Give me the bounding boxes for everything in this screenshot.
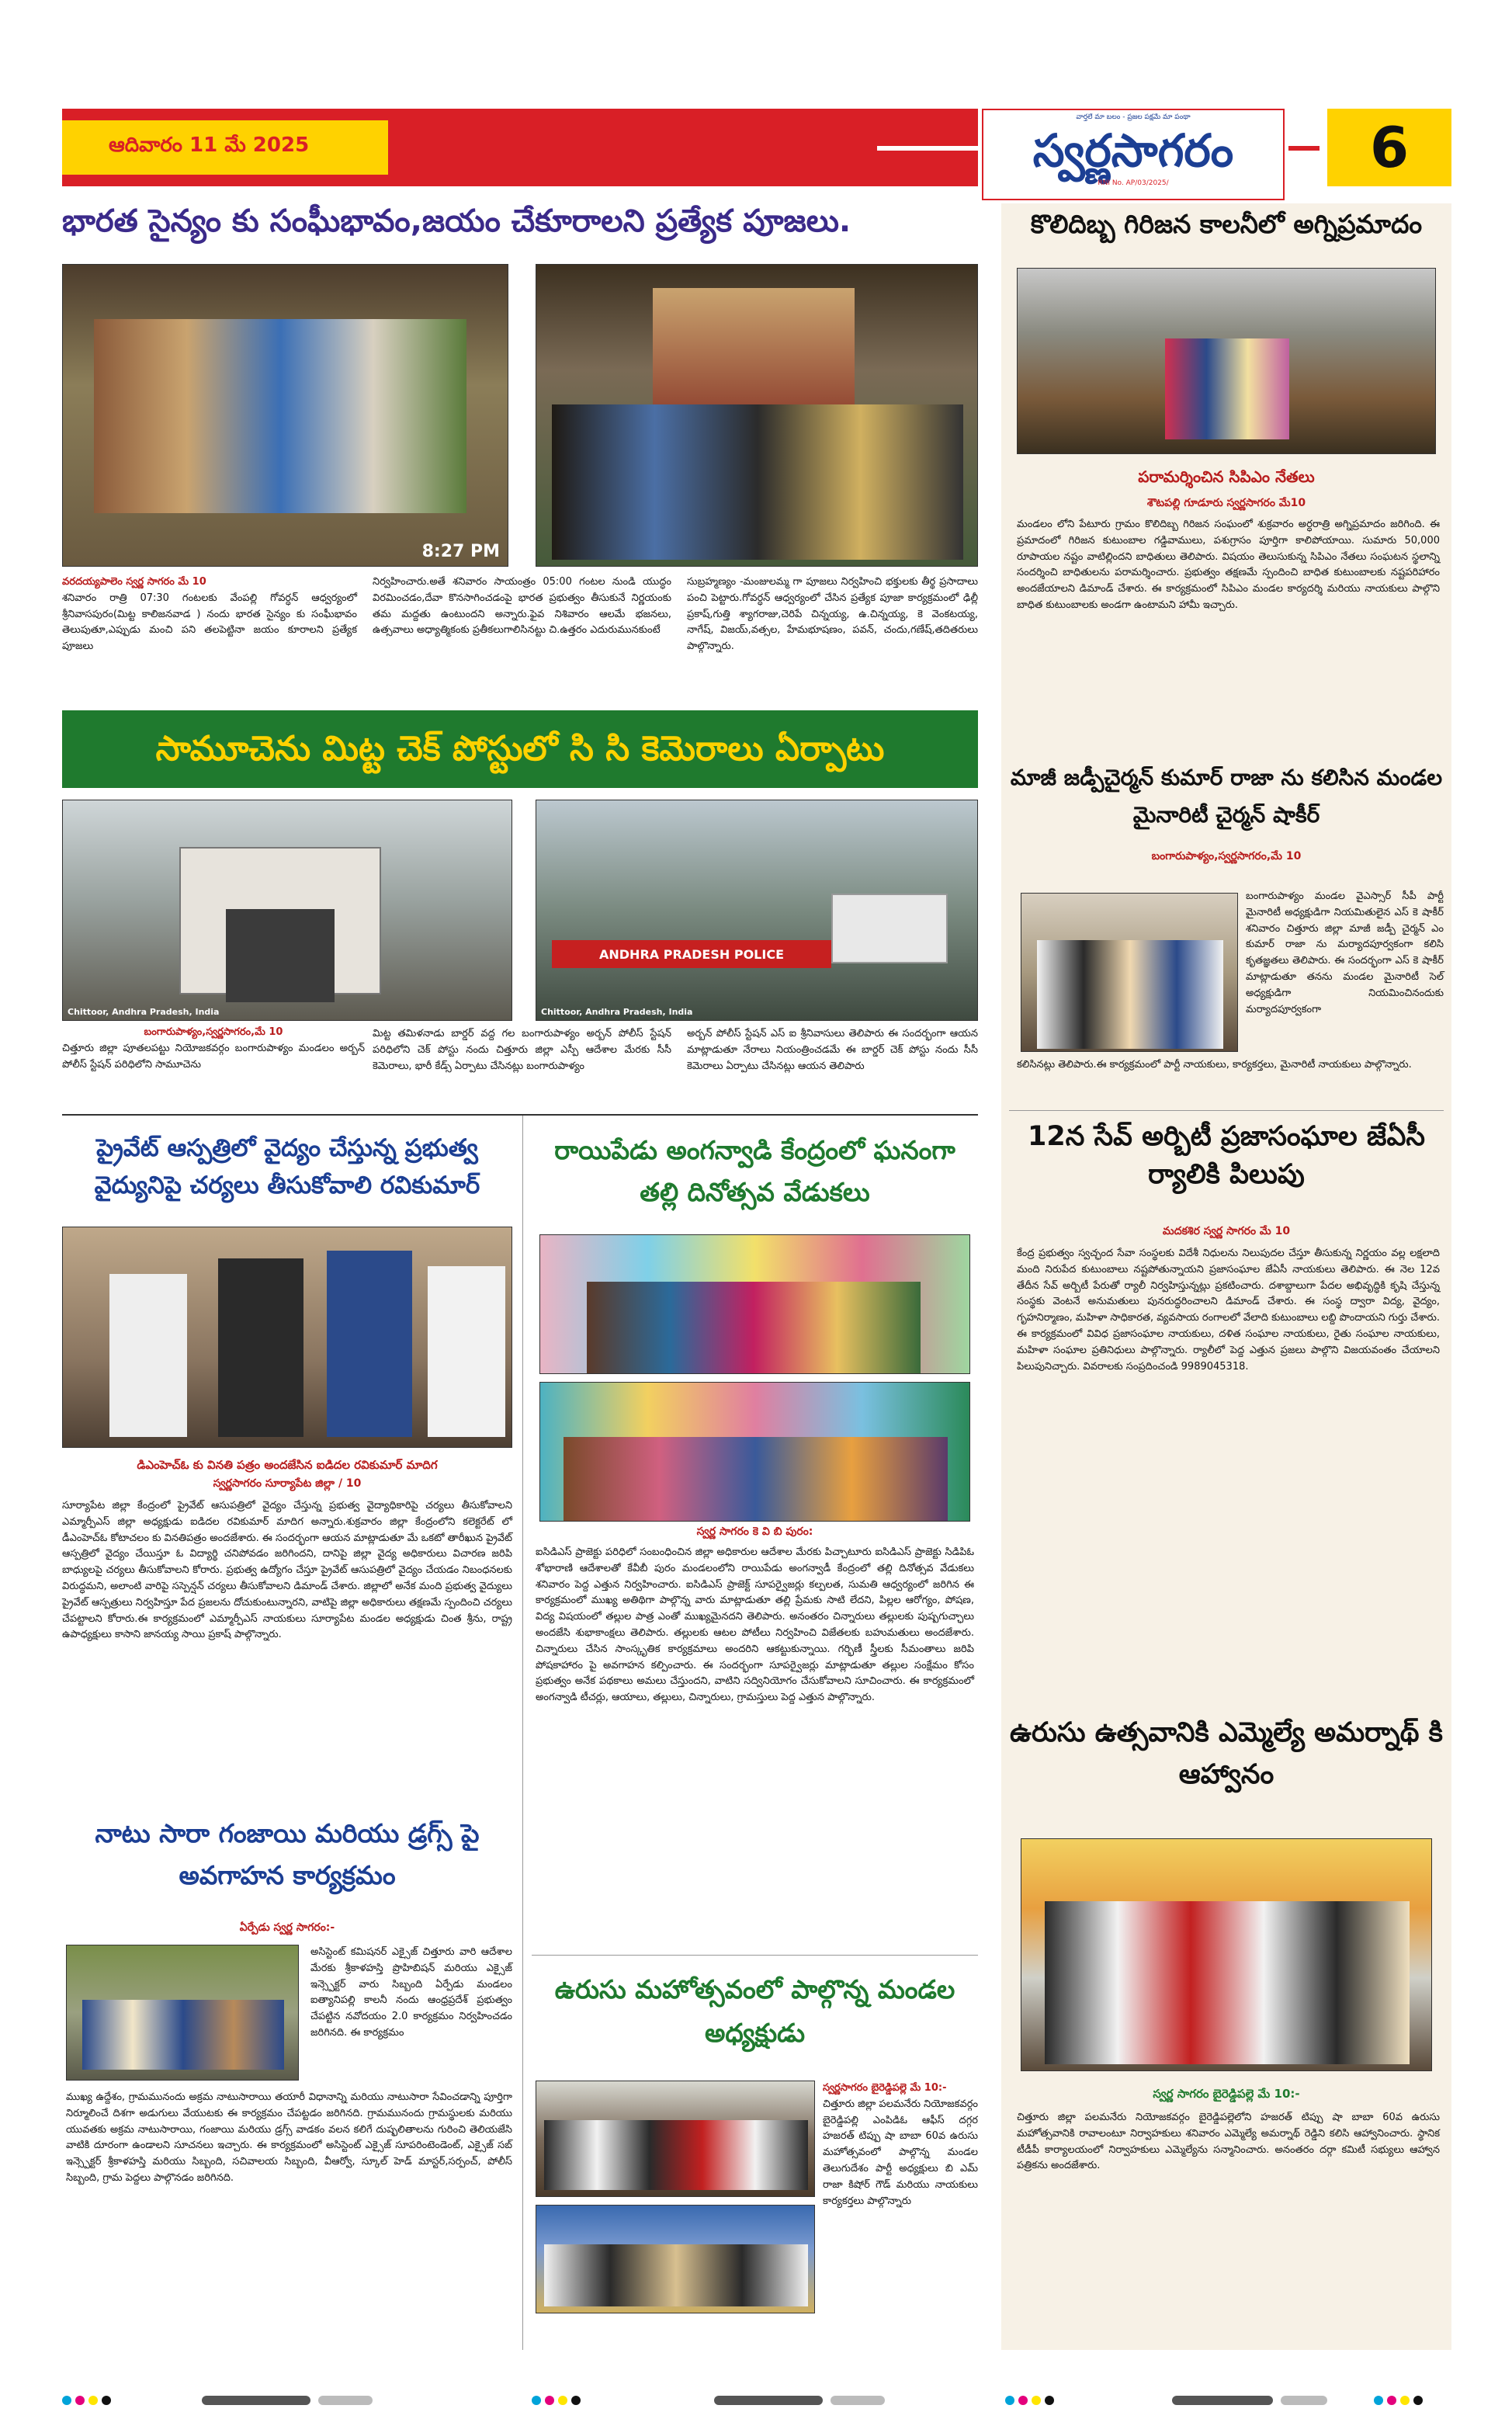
photo-gps-stamp: Chittoor, Andhra Pradesh, India [541,1007,693,1017]
story1-photo-1 [62,264,508,567]
story6-photo-2 [536,2205,815,2313]
story6-body: చిత్తూరు జిల్లా పలమనేరు నియోజకవర్గం బైరెడ్డిపల్లి ఎంపిడిఓ ఆఫీస్ దగ్గర హజరత్ టిప్పు షా బాబా 60వ ఉరుసు మహోత్సవంలో పాల్గొన్న మండల తెలుగుదేశం పార్టీ అధ్యక్షులు బి ఎమ్ రాజా కిషోర్ గౌడ్ మరియు నాయకులు కార్యకర్తలు పాల్గొన్నారు [823,2098,978,2207]
story1-headline: భారత సైన్యం కు సంఘీభావం,జయం చేకూరాలని ప్రత్యేక పూజలు. [62,203,851,239]
story8-dateline: బంగారుపాళ్యం,స్వర్ణసాగరం,మే 10 [1151,850,1302,862]
story1-col3: సుబ్రహ్మణ్యం -మంజులమ్మ గా పూజలు నిర్వహించి భక్తులకు తీర్థ ప్రసాదాలు పంచి పెట్టారు.గోవర్ధన్ ఆధ్వర్యంలో చేసిన ప్రత్యేక పూజా కార్యక్రమంలో ఢిల్లీ ప్రకాష్,గుత్తి శ్యాగరాజు,చెరిపే చిన్నయ్య, ఉ.చిన్నయ్య, కె వెంకటయ్య, నాగేష్, విజయ్,వత్సల, హేమభూషణం, పవన్, చందు,గణేష్,తదితరులు పాల్గొన్నారు. [687,576,978,653]
story2-headline-band [62,710,978,788]
story7-caption: పరామర్శించిన సిపిఎం నేతలు [1138,467,1315,486]
story6-photo-1 [536,2081,815,2197]
print-registration-marks [0,2391,1512,2414]
story6-dateline: స్వర్ణసాగరం బైరెడ్డిపల్లె మే 10:- [823,2082,947,2094]
story8-photo [1021,893,1238,1052]
story3-photo [62,1227,512,1448]
registration-number: RNI No. AP/03/2025/ [1098,179,1169,187]
issue-date: ఆదివారం 11 మే 2025 [109,134,310,157]
story1-col2: నిర్వహించారు.అతే శనివారం సాయంత్రం 05:00 గంటల నుండి యుద్ధం విరమించడం,దేవా కొనసాగించడంపై భారత ప్రభుత్వం తీసుకునే నిర్ణయంకు తమ మద్దతు ఉంటుందని అన్నారు.ఫైవ నిశివారం ఆలమే భజనలు, ఉత్సవాలు అధ్యాత్మికంకు ప్రతీకలుగాలిసినట్టు చి.ఉత్తరం ఎదురుమునకుంటే [373,576,671,637]
story10-headline: ఉరుసు ఉత్సవానికి ఎమ్మెల్యే అమర్నాథ్ కి ఆహ్వానం [1010,1717,1443,1791]
paper-logo [982,109,1285,200]
story2-photo-2 [536,800,978,1021]
story4-photo [66,1945,299,2081]
story5-dateline: స్వర్ణ సాగరం కె వి బి పురం: [696,1525,813,1538]
story4-col1: అసిస్టెంట్ కమిషనర్ ఎక్సైజ్ చిత్తూరు వారి ఆదేశాల మేరకు శ్రీకాళహస్తి ప్రొహిబిషన్ మరియు ఎక్సైజ్ ఇన్స్పెక్టర్ వారు సిబ్బంది ఏర్పేడు మండలం ఐత్యానిపల్లి కాలనీ నందు ఆంధ్రప్రదేశ్ ప్రభుత్వం చేపట్టిన నవోదయం 2.0 కార్యక్రమం నిర్వహించడం జరిగినది. ఈ కార్యక్రమం [310,1946,512,2039]
story8-headline: మాజీ జడ్పీచైర్మన్ కుమార్ రాజా ను కలిసిన మండల మైనారిటీ చైర్మన్ షాకీర్ [1010,765,1443,828]
story4-headline: నాటు సారా గంజాయి మరియు డ్రగ్స్ పై అవగాహన కార్యక్రమం [95,1818,480,1891]
masthead [0,0,1512,202]
story4-body: ముఖ్య ఉద్దేశం, గ్రామమునందు అక్రమ నాటుసారాయి తయారీ విధానాన్ని మరియు నాటుసారా సేవించడాన్ని పూర్తిగా నిర్మూలించే దిశగా అడుగులు వేయుటకు ఈ కార్యక్రమం చేపట్టడం జరిగినది. గ్రామమునందు గ్రామస్థులకు మరియు యువతకు అక్రమ నాటుసారాయి, గంజాయి మరియు డ్రగ్స్ వాడకం వలన కలిగే దుష్ఫలితాలను గురించి తెలియజేసి వాటికి దూరంగా ఉండాలని సూచనలు ఇచ్చారు. ఈ కార్యక్రమంలో అసిస్టెంట్ ఎక్సైజ్ సూపరింటెండెంట్, ఎక్సైజ్ సబ్ ఇన్స్పెక్టర్ శ్రీకాళహస్తి మరియు సిబ్బంది, సచివాలయ సిబ్బంది, వీఆర్వో, స్కూల్ హెడ్ మాస్టర్,సర్పంచ్, పోలీస్ సిబ్బంది, గ్రామ పెద్దలు పాల్గొనడం జరిగినది. [66,2091,512,2184]
paper-name: స్వర్ణసాగరం [1032,124,1234,177]
story6-headline: ఉరుసు మహోత్సవంలో పాల్గొన్న మండల అధ్యక్షుడు [554,1974,955,2049]
photo-timestamp: 8:27 PM [421,542,500,561]
story3-headline: ప్రైవేట్ ఆస్పత్రిలో వైద్యం చేస్తున్న ప్రభుత్వ వైద్యునిపై చర్యలు తీసుకోవాలి రవికుమార్ [94,1134,480,1200]
story2-col3: అర్బన్ పోలీస్ స్టేషన్ ఎస్ ఐ శ్రీనివాసులు తెలిపారు ఈ సందర్భంగా ఆయన మాట్లాడుతూ నేరాలు నియంత్రించడమే ఈ బార్డర్ చెక్ పోస్టు నందు సీసీ కెమెరాలు ఏర్పాటు చేసినట్లు ఆయన తెలిపారు [687,1028,978,1072]
story1-photo-2 [536,264,978,567]
story2-col2: మిట్ట తమిళనాడు బార్డర్ వద్ద గల బంగారుపాళ్యం అర్బన్ పోలీస్ స్టేషన్ పరిధిలోని చెక్ పోస్టు నందు చిత్తూరు జిల్లా ఎస్పీ ఆదేశాల మేరకు సీసీ కెమెరాలు, భారీ కేడ్స్ ఏర్పాటు చేసినట్లు బంగారుపాళ్యం [373,1028,671,1072]
story1-col1: శనివారం రాత్రి 07:30 గంటలకు వేంపల్లి గోవర్ధన్ ఆధ్వర్యంలో శ్రీనివాసపురం(మిట్ట కాలిజనవాడ ) నందు భారత సైన్యం కు సంఘీభావం తెలుపుతూ,ఎప్పుడు మంచి పని తలపెట్టినా జయం కూరాలని ప్రత్యేక పూజలు [62,592,357,653]
story5-body: ఐసిడిఎస్ ప్రాజెక్టు పరిధిలో సంబంధించిన జిల్లా అధికారుల ఆదేశాల మేరకు పిచ్చాటూరు ఐసిడిఎస్ ప్రాజెక్టు సిడిపిఓ శోభారాణి ఆదేశాలతో కేవీబీ పురం మండలంలోని రాయిపేడు అంగన్వాడీ కేంద్రంలో తల్లి దినోత్సవ వేడుకలు శనివారం పెద్ద ఎత్తున నిర్వహించారు. ఐసిడిఎస్ ప్రాజెక్ట్ సూపర్వైజర్లు కల్పలత, సుమతి ఆధ్వర్యంలో జరిగిన ఈ కార్యక్రమంలో ముఖ్య అతిథిగా పాల్గొన్న వారు మాట్లాడుతూ తల్లి ప్రేమకు సాటి లేదని, పిల్లల ఆరోగ్యం, పోషణ, విద్య విషయంలో తల్లుల పాత్ర ఎంతో ముఖ్యమైనదని తెలిపారు. అనంతరం చిన్నారులు తల్లులకు పుష్పగుచ్ఛాలు అందజేసి శుభాకాంక్షలు తెలిపారు. తల్లులకు ఆటల పోటీలు నిర్వహించి విజేతలకు బహుమతులు అందజేశారు. చిన్నారులు చేసిన సాంస్కృతిక కార్యక్రమాలు అందరిని ఆకట్టుకున్నాయి. గర్భిణీ స్త్రీలకు సీమంతాలు జరిపి పోషకాహారం పై అవగాహన కల్పించారు. ఈ సందర్భంగా సూపర్వైజర్లు మాట్లాడుతూ తల్లుల సంక్షేమం కోసం ప్రభుత్వం అనేక పథకాలు అమలు చేస్తుందని, వాటిని సద్వినియోగం చేసుకోవాలని సూచించారు. ఈ కార్యక్రమంలో అంగన్వాడి టీచర్లు, ఆయాలు, తల్లులు, చిన్నారులు, గ్రామస్తులు పెద్ద ఎత్తున పాల్గొన్నారు. [536,1546,974,1704]
story9-headline: 12న సేవ్ అర్బిటీ ప్రజాసంఘాల జేఏసీ ర్యాలికి పిలుపు [1028,1121,1425,1190]
story5-headline: రాయిపేడు అంగన్వాడి కేంద్రంలో ఘనంగా తల్లి దినోత్సవ వేడుకలు [554,1135,955,1208]
story1-dateline: వరదయ్యపాలెం స్వర్ణ సాగరం మే 10 [62,576,206,588]
story2-headline: సామూచెను మిట్ట చెక్ పోస్టులో సి సి కెమెరాలు ఏర్పాటు [155,728,885,769]
story7-headline: కొలిదిబ్బ గిరిజన కాలనీలో అగ్నిప్రమాదం [1030,209,1423,239]
story8-body: కలిసినట్లు తెలిపారు.ఈ కార్యక్రమంలో పార్టీ నాయకులు, కార్యకర్తలు, మైనారిటీ నాయకులు పాల్గొన్నారు. [1017,1059,1412,1071]
story9-body: కేంద్ర ప్రభుత్వం స్వచ్ఛంద సేవా సంస్థలకు విదేశీ నిధులను నిలుపుదల చేస్తూ తీసుకున్న నిర్ణయం వల్ల లక్షలాది మంది నిరుపేద కుటుంబాలు నష్టపోతున్నాయని ప్రజాసంఘాల జేఏసీ నాయకులు తెలిపారు. ఈ నెల 12వ తేదీన సేవ్ అర్బిటీ పేరుతో ర్యాలీ నిర్వహిస్తున్నట్లు ప్రకటించారు. దశాబ్దాలుగా పేదల అభివృద్ధికి కృషి చేస్తున్న సంస్థకు వెంటనే అనుమతులు పునరుద్ధరించాలని డిమాండ్ చేశారు. ఈ సంస్థ ద్వారా విద్య, వైద్యం, గృహనిర్మాణం, మహిళా సాధికారత, వ్యవసాయ రంగాలలో వేలాది కుటుంబాలు లబ్ది పొందాయని గుర్తు చేశారు. ఈ కార్యక్రమంలో వివిధ ప్రజాసంఘాల నాయకులు, దళిత సంఘాల నాయకులు, రైతు సంఘాల నాయకులు, మహిళా సంఘాల ప్రతినిధులు పాల్గొన్నారు. ర్యాలీలో పెద్ద ఎత్తున ప్రజలు పాల్గొని విజయవంతం చేయాలని పిలుపునిచ్చారు. వివరాలకు సంప్రదించండి 9989045318. [1017,1248,1440,1373]
story7-photo [1017,268,1436,454]
story4-dateline: ఏర్పేడు స్వర్ణ సాగరం:- [239,1921,335,1934]
paper-tagline: వార్తలే మా బలం - ప్రజల పక్షమే మా పంథా [1076,113,1191,121]
photo-gps-stamp: Chittoor, Andhra Pradesh, India [68,1007,220,1017]
story5-photo-1 [539,1234,970,1374]
story8-col1: బంగారుపాళ్యం మండల వైఎస్సార్ సీపీ పార్టీ మైనారిటీ అధ్యక్షుడిగా నియమితులైన ఎస్ కె షాకీర్ శనివారం చిత్తూరు జిల్లా మాజీ జడ్పీ చైర్మన్ ఎం కుమార్ రాజా ను మర్యాదపూర్వకంగా కలిసి కృతజ్ఞతలు తెలిపారు. ఈ సందర్భంగా ఎస్ కె షాకీర్ మాట్లాడుతూ తనను మండల మైనారిటీ సెల్ అధ్యక్షుడిగా నియమించినందుకు మర్యాదపూర్వకంగా [1246,890,1444,1015]
story2-dateline: బంగారుపాళ్యం,స్వర్ణసాగరం,మే 10 [144,1026,283,1038]
story5-photo-2 [539,1382,970,1522]
page-number-box [1327,109,1451,186]
page-number: 6 [1369,115,1410,180]
story3-body: సూర్యాపేట జిల్లా కేంద్రంలో ప్రైవేట్ ఆసుపత్రిలో వైద్యం చేస్తున్న ప్రభుత్వ వైద్యాధికారిపై చర్యలు తీసుకోవాలని ఎమ్మార్పీఎస్ జిల్లా అధ్యక్షుడు ఐడిదల రవికుమార్ మాదిగ అన్నారు.శుక్రవారం జిల్లా కేంద్రంలోని కలెక్టరేట్ లో డీఎంహెచ్ఓ కోటాచలం కు వినతిపత్రం అందజేశారు. ఈ సందర్భంగా ఆయన మాట్లాడుతూ మే ఒకటో తారీఖున ప్రైవేట్ ఆస్పత్రిలో వైద్యం చేయిస్తూ ఓ విద్యార్థి చనిపోవడం జరిగిందని, దానిపై జిల్లా వైద్య అధికారులు విచారణ జరిపి బాధ్యులపై చర్యలు తీసుకోవాలని కోరారు. ప్రభుత్వ ఉద్యోగం చేస్తూ ప్రైవేట్ ఆసుపత్రిలో వైద్యం చేయడం నిబంధనలకు విరుద్ధమని, అలాంటి వారిపై సస్పెన్షన్ చర్యలు తీసుకోవాలని డిమాండ్ చేశారు. జిల్లాలో అనేక మంది ప్రభుత్వ వైద్యులు ప్రైవేట్ ఆస్పత్రులు నిర్వహిస్తూ పేద ప్రజలను దోచుకుంటున్నారని, వాటిపై జిల్లా అధికారులు తక్షణమే స్పందించి చర్యలు చేపట్టాలని కోరారు.ఈ కార్యక్రమంలో ఎమ్మార్పీఎస్ నాయకులు సూర్యాపేట మండల అధ్యక్షుడు చింత శ్రీను, రాష్ట్ర ఉపాధ్యక్షులు కాసాని జానయ్య సాయి ప్రకాష్ పాల్గొన్నారు. [62,1500,512,1641]
story9-dateline: మదకశిర స్వర్ణ సాగరం మే 10 [1162,1225,1291,1237]
story10-body: చిత్తూరు జిల్లా పలమనేరు నియోజకవర్గం బైరెడ్డిపల్లెలోని హజరత్ టిప్పు షా బాబా 60వ ఉరుసు మహోత్సవానికి రావాలంటూ నిర్వాహకులు శనివారం ఎమ్మెల్యే అమర్నాథ్ రెడ్డిని కలిసి ఆహ్వానించారు. స్థానిక టీడీపీ కార్యాలయంలో నిర్వాహకులు ఎమ్మెల్యేను సన్మానించారు. అనంతరం దర్గా కమిటీ సభ్యులు ఆహ్వాన పత్రికను అందజేశారు. [1017,2112,1440,2172]
story2-col1: చిత్తూరు జిల్లా పూతలపట్టు నియోజకవర్గం బంగారుపాళ్యం మండలం అర్బన్ పోలీస్ స్టేషన్ పరిధిలోని సామూచెను [62,1042,365,1071]
story3-caption: డిఎంహెచ్ఓ కు వినతి పత్రం అందజేసిన ఐడిదల రవికుమార్ మాదిగ [137,1458,438,1472]
date-box [62,120,388,175]
story7-body: మండలం లోని పేటూరు గ్రామం కొలిదిబ్బ గిరిజన సంఘంలో శుక్రవారం అర్ధరాత్రి అగ్నిప్రమాదం జరిగింది. ఈ ప్రమాదంలో గిరిజన కుటుంబాల గడ్డివాములు, పశుగ్రాసం పూర్తిగా కాలిపోయాయి. సుమారు 50,000 రూపాయల నష్టం వాటిల్లిందని బాధితులు తెలిపారు. విషయం తెలుసుకున్న సిపిఎం నేతలు సంఘటన స్థలాన్ని సందర్శించి బాధితులను పరామర్శించారు. ప్రభుత్వం తక్షణమే స్పందించి బాధిత కుటుంబాలకు నష్టపరిహారం అందజేయాలని డిమాండ్ చేశారు. ఈ కార్యక్రమంలో సిపిఎం మండల కార్యదర్శి మరియు నాయకులు పాల్గొని బాధిత కుటుంబాలకు అండగా ఉంటామని హామీ ఇచ్చారు. [1017,519,1440,611]
story3-dateline: స్వర్ణసాగరం సూర్యాపేట జిల్లా / 10 [213,1477,362,1490]
barricade-label: ANDHRA PRADESH POLICE [599,946,784,962]
story2-photo-1 [62,800,512,1021]
story7-dateline: శౌటపల్లి గూడూరు స్వర్ణసాగరం మే10 [1146,497,1306,509]
story10-dateline: స్వర్ణ సాగరం బైరెడ్డిపల్లె మే 10:- [1153,2087,1300,2101]
story10-photo [1021,1838,1432,2071]
